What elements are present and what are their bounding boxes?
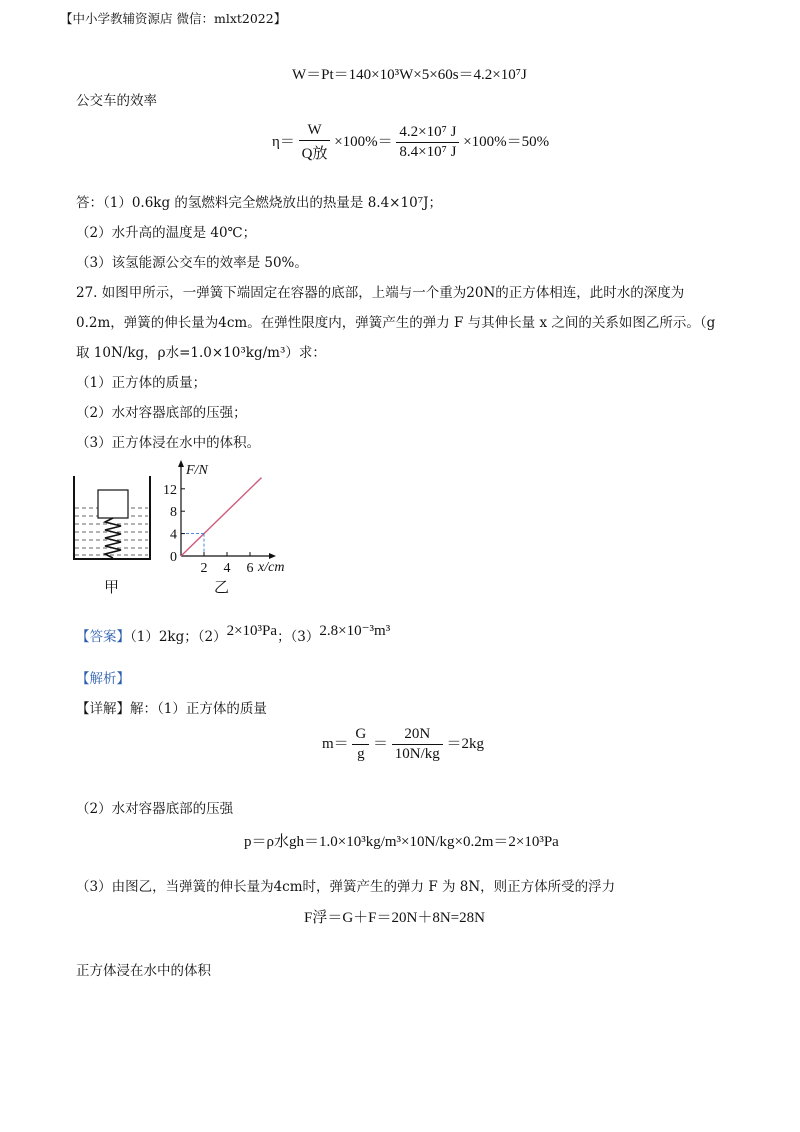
- eff-fraction-2: [396, 124, 459, 161]
- answer-sep: ；（3）: [277, 629, 320, 645]
- buoyancy-label: （3）由图乙，当弹簧的伸长量为4cm时，弹簧产生的弹力 F 为 8N，则正方体所受的浮力: [76, 879, 616, 895]
- answer-line-2: （2）水升高的温度是 40℃；: [76, 225, 257, 241]
- pressure-label: （2）水对容器底部的压强: [76, 801, 234, 817]
- y-axis-label: F/N: [186, 463, 208, 478]
- volume-label: 正方体浸在水中的体积: [76, 963, 211, 979]
- mass-den-1: g: [357, 746, 365, 762]
- mass-rhs: ＝2kg: [446, 735, 485, 752]
- x-tick-label: 2: [200, 561, 208, 576]
- buoyancy-equation: F浮＝G＋F＝20N＋8N=28N: [304, 910, 485, 926]
- x-axis-label: x/cm: [258, 560, 285, 575]
- y-axis-arrow: [178, 460, 184, 467]
- mass-fraction-1: [352, 726, 369, 763]
- y-tick-label: 4: [170, 527, 177, 543]
- y-tick-label: 8: [170, 505, 177, 521]
- y-tick-label: 12: [163, 482, 177, 498]
- x-tick-label: 6: [246, 561, 254, 576]
- efficiency-equation: [272, 122, 549, 163]
- data-line: [181, 478, 262, 556]
- mass-num-1: G: [352, 726, 369, 745]
- mass-lhs: m＝: [322, 735, 349, 752]
- answer-value-2: 2×10³Pa: [226, 623, 278, 639]
- detail-tag: 【详解】: [76, 701, 130, 717]
- question-27-sub-1: （1）正方体的质量；: [76, 375, 207, 391]
- eff-fraction-1: [299, 122, 331, 163]
- mass-den-2: 10N/kg: [394, 746, 440, 762]
- question-27-sub-3: （3）正方体浸在水中的体积。: [76, 435, 261, 451]
- eff-rhs: ×100%＝50%: [463, 133, 550, 150]
- page-header: 【中小学教辅资源店 微信：mlxt2022】: [60, 11, 287, 26]
- analysis-tag: 【解析】: [76, 671, 130, 687]
- question-27-line-3: 取 10N/kg，ρ水=1.0×10³kg/m³）求：: [76, 345, 326, 361]
- figure-jia-label: 甲: [104, 578, 120, 596]
- eff-den-1: Q放: [301, 146, 328, 162]
- answer-line-1: 答：（1）0.6kg 的氢燃料完全燃烧放出的热量是 8.4×10⁷J；: [76, 195, 442, 211]
- detail-line: [76, 700, 267, 718]
- mass-num-2: 20N: [392, 726, 443, 745]
- detail-text: 解：（1）正方体的质量: [130, 701, 267, 717]
- eff-num-1: W: [299, 122, 331, 141]
- eff-num-2: 4.2×10⁷ J: [396, 124, 459, 143]
- question-27-sub-2: （2）水对容器底部的压强；: [76, 405, 247, 421]
- x-axis-arrow: [269, 553, 276, 559]
- answer-value-3: 2.8×10⁻³m³: [319, 623, 391, 639]
- mass-equation: [322, 726, 484, 763]
- answer-summary: [76, 623, 391, 646]
- eff-mid: ×100%＝: [334, 133, 393, 150]
- eff-lhs: η＝: [272, 133, 295, 150]
- bus-efficiency-label: 公交车的效率: [76, 93, 157, 109]
- figure-jia-container: [70, 470, 155, 565]
- answer-tag: 【答案】: [76, 629, 130, 645]
- mass-fraction-2: [392, 726, 443, 763]
- work-equation: W＝Pt＝140×10³W×5×60s＝4.2×10⁷J: [292, 67, 527, 83]
- question-27-line-1: 27. 如图甲所示，一弹簧下端固定在容器的底部，上端与一个重为20N的正方体相连，此时水的深度为: [76, 285, 685, 301]
- mass-mid: ＝: [373, 735, 389, 752]
- question-27-line-2: 0.2m，弹簧的伸长量为4cm。在弹性限度内，弹簧产生的弹力 F 与其伸长量 x 之间的关系如图乙所示。（g: [76, 315, 716, 331]
- eff-den-2: 8.4×10⁷ J: [399, 144, 457, 160]
- y-tick-label: 0: [170, 550, 177, 565]
- figure-yi-label: 乙: [214, 578, 230, 596]
- answer-line-3: （3）该氢能源公交车的效率是 50%。: [76, 255, 308, 271]
- answer-part-1: （1）2kg；（2）: [130, 629, 227, 645]
- figure-yi-graph: [160, 458, 300, 576]
- cube: [98, 490, 128, 518]
- pressure-equation: p＝ρ水gh＝1.0×10³kg/m³×10N/kg×0.2m＝2×10³Pa: [244, 834, 559, 850]
- x-tick-label: 4: [223, 561, 231, 576]
